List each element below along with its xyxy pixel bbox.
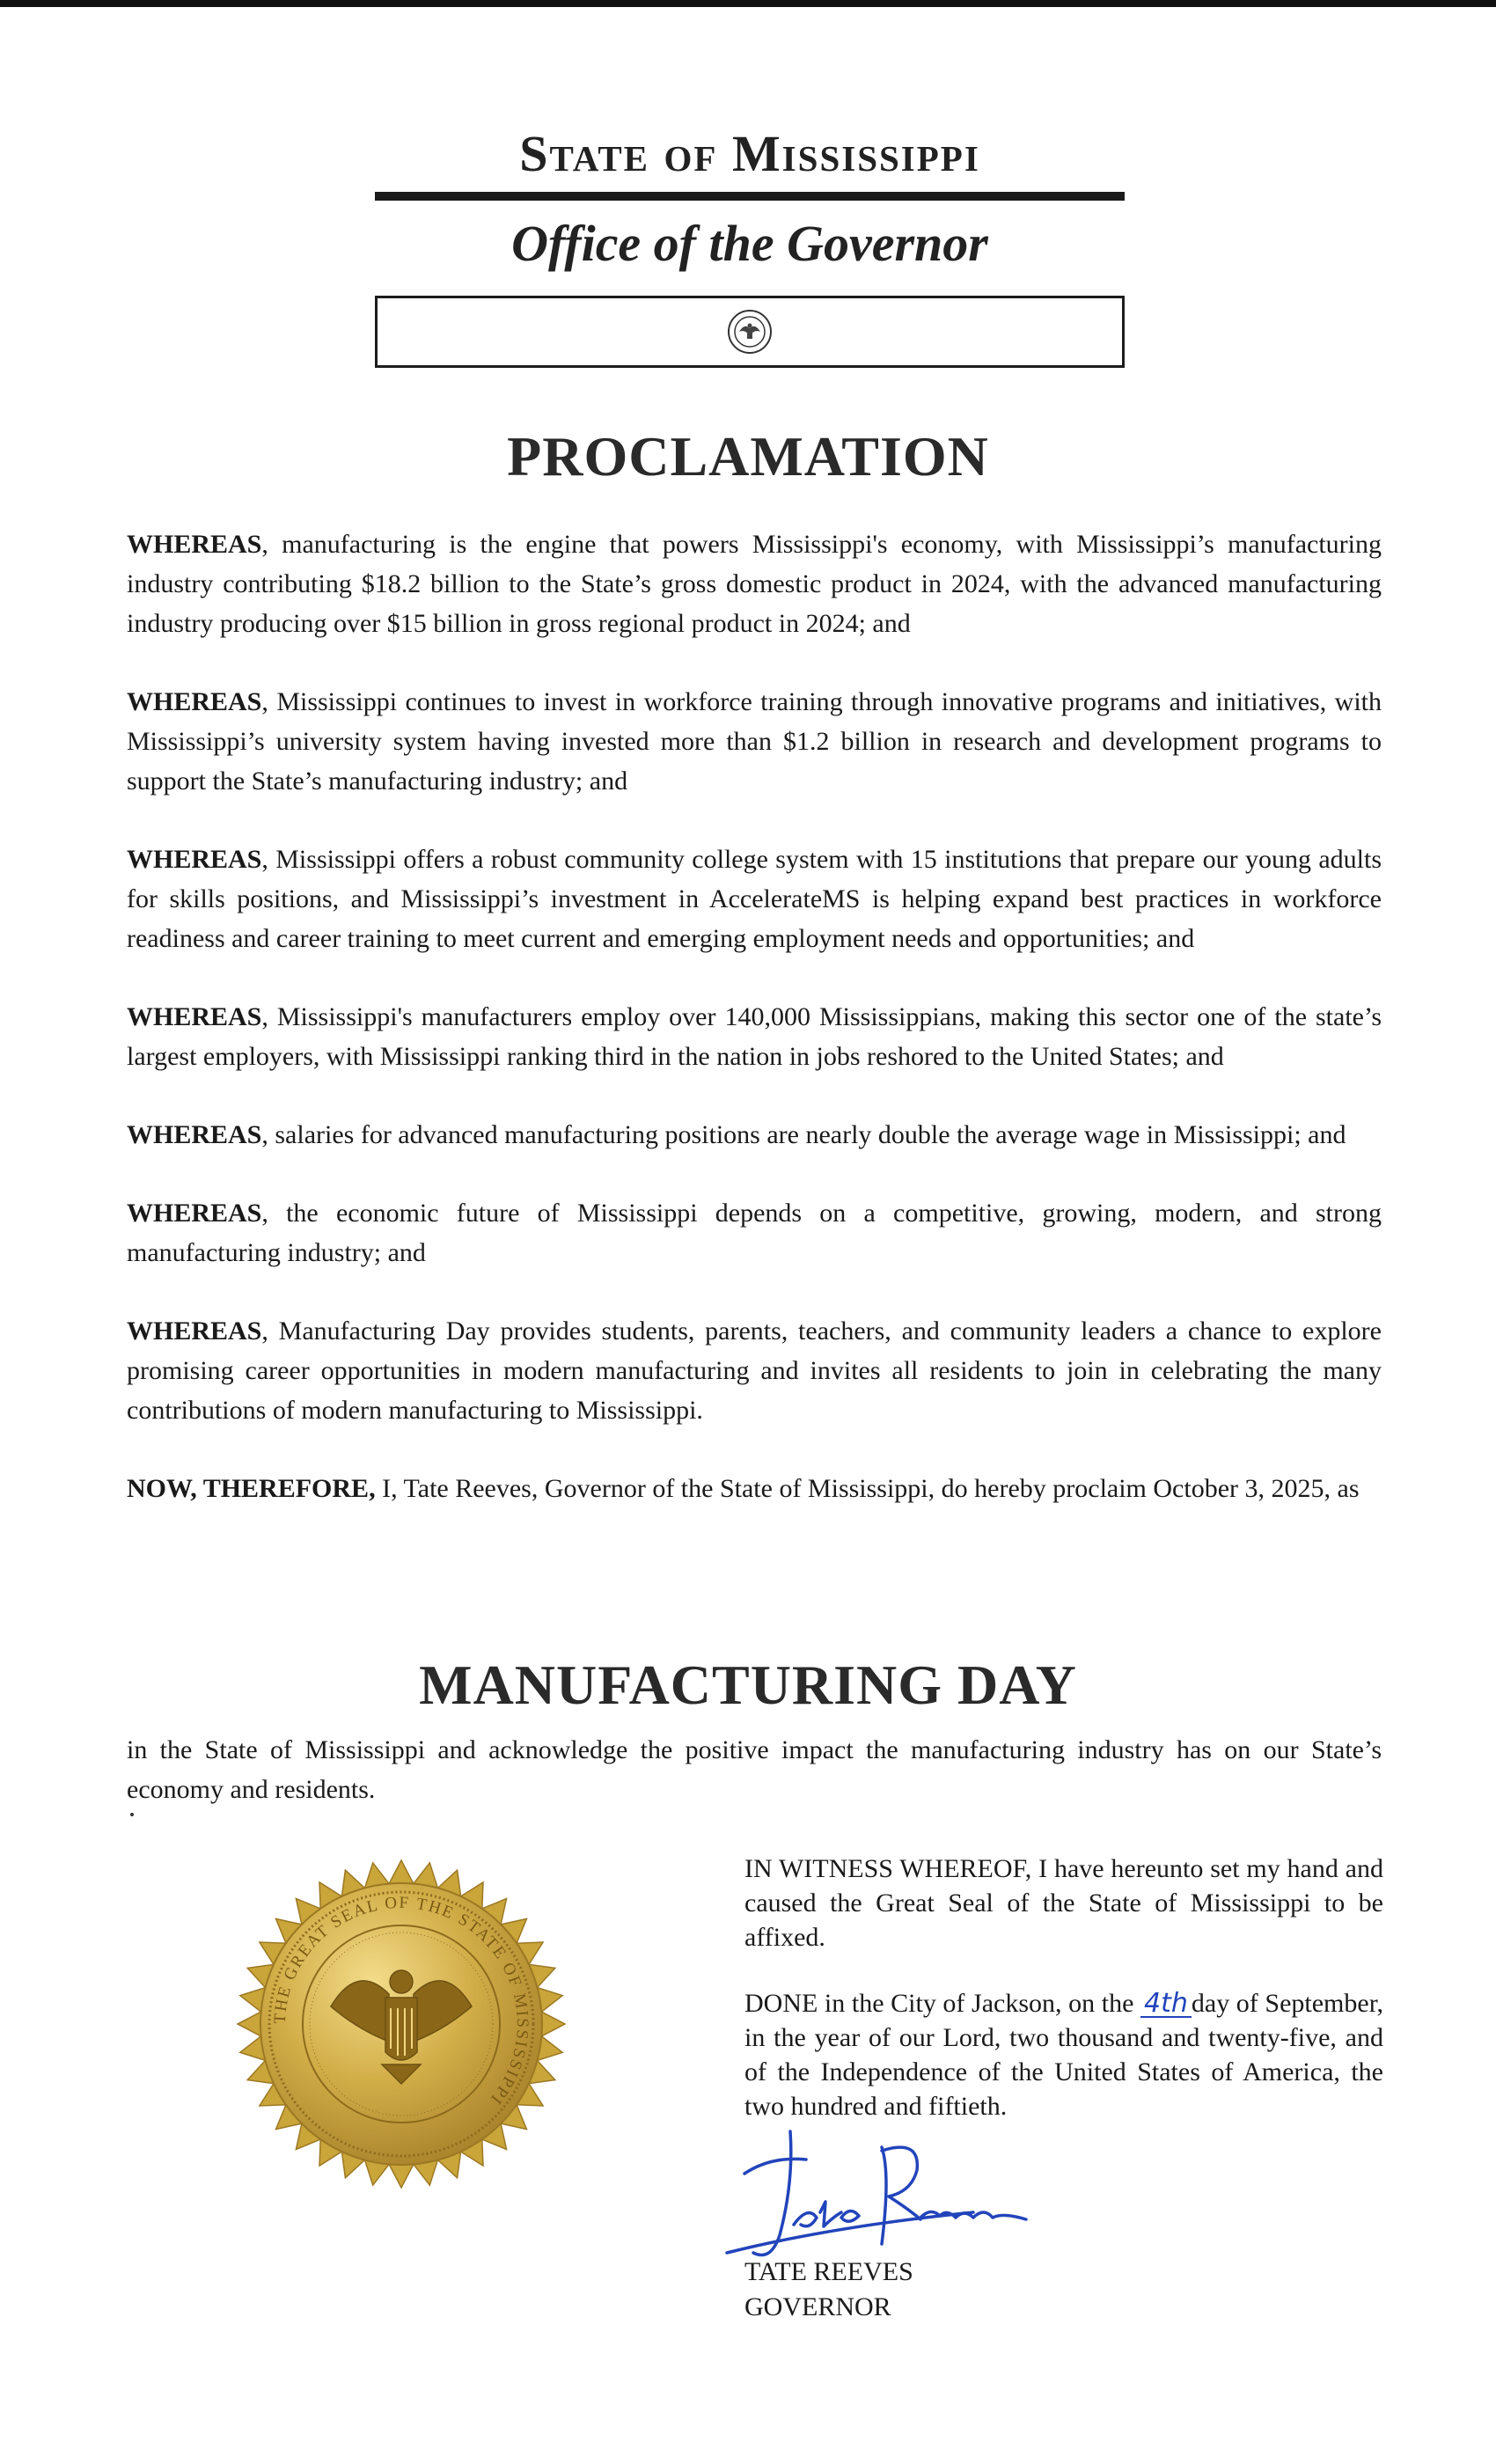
paragraph-text: , Manufacturing Day provides students, parents, teachers, and community leaders a chance to explore promising career opportunities in modern manufacturing and invites all residents to join in celebrating the many contributions of modern manufacturing to Mississippi. [127,1316,1382,1425]
paragraph-lead: WHEREAS [127,845,262,874]
paragraph-lead: WHEREAS [127,1002,262,1031]
handwritten-day: 4th [1140,1991,1192,2018]
signer-title: GOVERNOR [744,2292,891,2321]
paragraph-lead: NOW, THEREFORE, [127,1474,376,1503]
governor-signature [709,2121,1061,2270]
witness-statement: IN WITNESS WHEREOF, I have hereunto set my hand and caused the Great Seal of the State of Mississippi to be affixed. [744,1854,1383,1952]
small-seal-icon [727,309,773,355]
state-title: State of Mississippi [519,125,980,182]
paragraph-text: , Mississippi offers a robust community college system with 15 institutions that prepare our young adults for skills positions, and Mississippi’s investment in AccelerateMS is helping expand best practices in workforce readiness and career training to meet current and emerging employment needs and opportunities; and [127,845,1382,953]
signer-name: TATE REEVES [744,2257,913,2286]
whereas-paragraph [127,1115,1382,1155]
signer-block [744,2255,913,2325]
paragraph-text: , the economic future of Mississippi depends on a competitive, growing, modern, and strong manufacturing industry; and [127,1199,1382,1267]
header-rule [375,192,1125,201]
paragraph-lead: WHEREAS [127,1199,262,1228]
seal-ring-text: THE GREAT SEAL OF THE STATE OF MISSISSIPPI [270,1893,532,2109]
whereas-paragraph [127,840,1382,958]
letterhead [375,123,1125,368]
top-border [0,0,1496,7]
done-text: DONE in the City of Jackson, on the [744,1989,1140,2018]
whereas-paragraph [127,682,1382,801]
whereas-paragraph [127,1311,1382,1430]
paragraph-lead: WHEREAS [127,530,262,559]
paragraph-text: , Mississippi's manufacturers employ over 140,000 Mississippians, making this sector one of the state’s largest employers, with Mississippi ranking third in the nation in jobs reshored to the United States; and [127,1002,1382,1071]
whereas-paragraph [127,1193,1382,1272]
stray-dot [130,1813,134,1816]
small-seal-box [375,296,1125,368]
proclamation-title: PROCLAMATION [507,425,989,488]
witness-block [744,1852,1383,2155]
whereas-paragraph [127,997,1382,1076]
therefore-paragraph [127,1469,1382,1508]
whereas-paragraph [127,524,1382,643]
great-seal-icon [234,1857,568,2191]
done-statement [744,1986,1383,2123]
paragraph-lead: WHEREAS [127,1120,262,1149]
manufacturing-day-title: MANUFACTURING DAY [419,1654,1077,1716]
paragraph-lead: WHEREAS [127,687,262,716]
closing-paragraph: in the State of Mississippi and acknowledge the positive impact the manufacturing industry has on our State’s economy and residents. [127,1735,1382,1804]
paragraph-lead: WHEREAS [127,1316,262,1346]
office-title: Office of the Governor [511,215,988,272]
paragraph-text: , salaries for advanced manufacturing positions are nearly double the average wage in Mississippi; and [261,1120,1346,1149]
paragraph-text: I, Tate Reeves, Governor of the State of Mississippi, do hereby proclaim October 3, 2025, as [375,1474,1360,1503]
proclamation-body [127,524,1382,1547]
paragraph-text: , manufacturing is the engine that powers Mississippi's economy, with Mississippi’s manufacturing industry contributing $18.2 billion to the State’s gross domestic product in 2024, with the advanced manufacturing industry producing over $15 billion in gross regional product in 2024; and [127,530,1382,638]
done-text-rest: day of September, in the year of our Lord, two thousand and twenty-five, and of the Independence of the United States of America, the two hundred and fiftieth. [744,1989,1383,2121]
paragraph-text: , Mississippi continues to invest in workforce training through innovative programs and initiatives, with Mississippi’s university system having invested more than $1.2 billion in research and development programs to support the State’s manufacturing industry; and [127,687,1382,796]
